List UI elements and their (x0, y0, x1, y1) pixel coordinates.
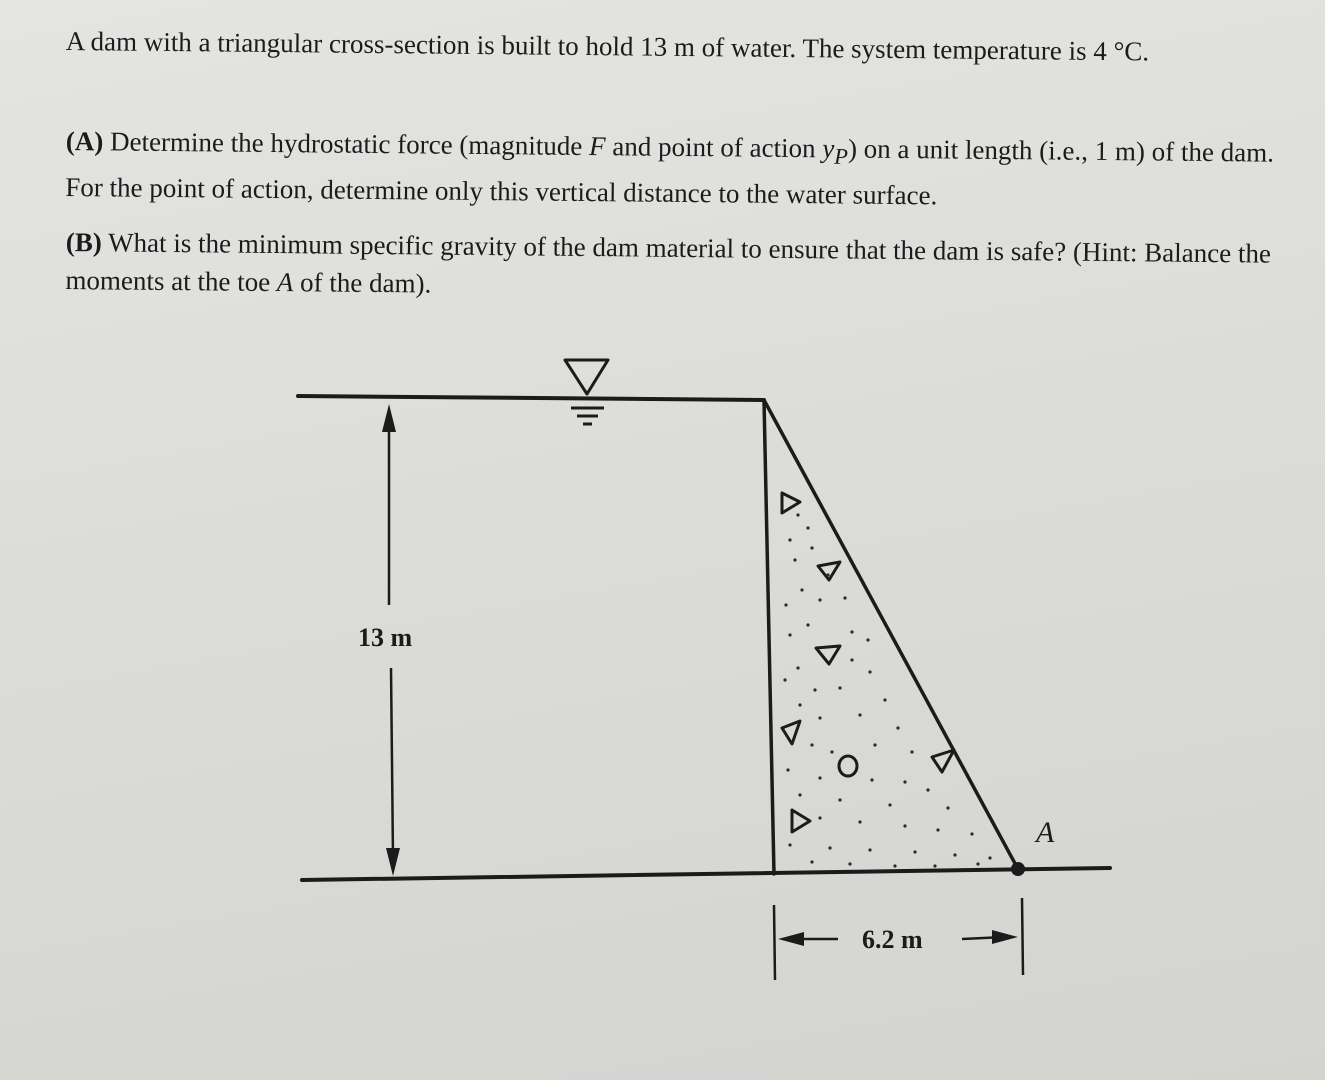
base-arrow-left-icon (778, 932, 804, 946)
aggregate-triangle-icon (932, 750, 954, 772)
aggregate-triangle-icon (816, 646, 840, 664)
force-variable: F (588, 131, 606, 162)
part-a-text-2: and point of action (605, 131, 823, 164)
part-a-text-1: Determine the hydrostatic force (magnitude (103, 126, 590, 162)
dam-vertical-face (764, 400, 774, 874)
concrete-aggregate (782, 493, 954, 832)
ground-line (302, 868, 1110, 880)
depth-arrow-down-icon (386, 848, 400, 876)
water-surface-line (298, 396, 764, 400)
aggregate-pebble-icon (839, 756, 857, 776)
aggregate-triangle-icon (782, 493, 800, 513)
aggregate-triangle-icon (818, 562, 840, 580)
part-b-text-1: What is the minimum specific gravity of the dam material to ensure that the dam is safe? (Hint: Balance the moments at the toe (65, 227, 1272, 298)
part-b-label: (B) (65, 226, 102, 258)
part-a-text-3: ) on a unit length (i.e., 1 m) of the dam. For the point of action, determine only this vertical distance to the water surface. (65, 133, 1275, 211)
toe-label: A (1036, 816, 1055, 849)
problem-intro-text: A dam with a triangular cross-section is built to hold 13 m of water. The system temperature is 4 °C. (65, 25, 1150, 67)
dam-sloped-face (764, 400, 1018, 869)
depth-label: 13 m (358, 623, 413, 652)
yp-subscript: P (834, 143, 849, 169)
toe-variable: A (276, 267, 294, 298)
part-b-text-2: of the dam). (293, 267, 432, 299)
aggregate-triangle-icon (782, 721, 800, 744)
toe-point (1011, 862, 1025, 876)
base-label: 6.2 m (862, 925, 923, 954)
aggregate-triangle-icon (792, 810, 810, 832)
concrete-speckles (783, 513, 991, 867)
yp-variable: y (822, 133, 835, 164)
base-arrow-right-icon (992, 930, 1018, 944)
part-a-label: (A) (65, 125, 104, 157)
water-surface-symbol-icon (565, 360, 608, 424)
depth-arrow-up-icon (382, 404, 396, 432)
